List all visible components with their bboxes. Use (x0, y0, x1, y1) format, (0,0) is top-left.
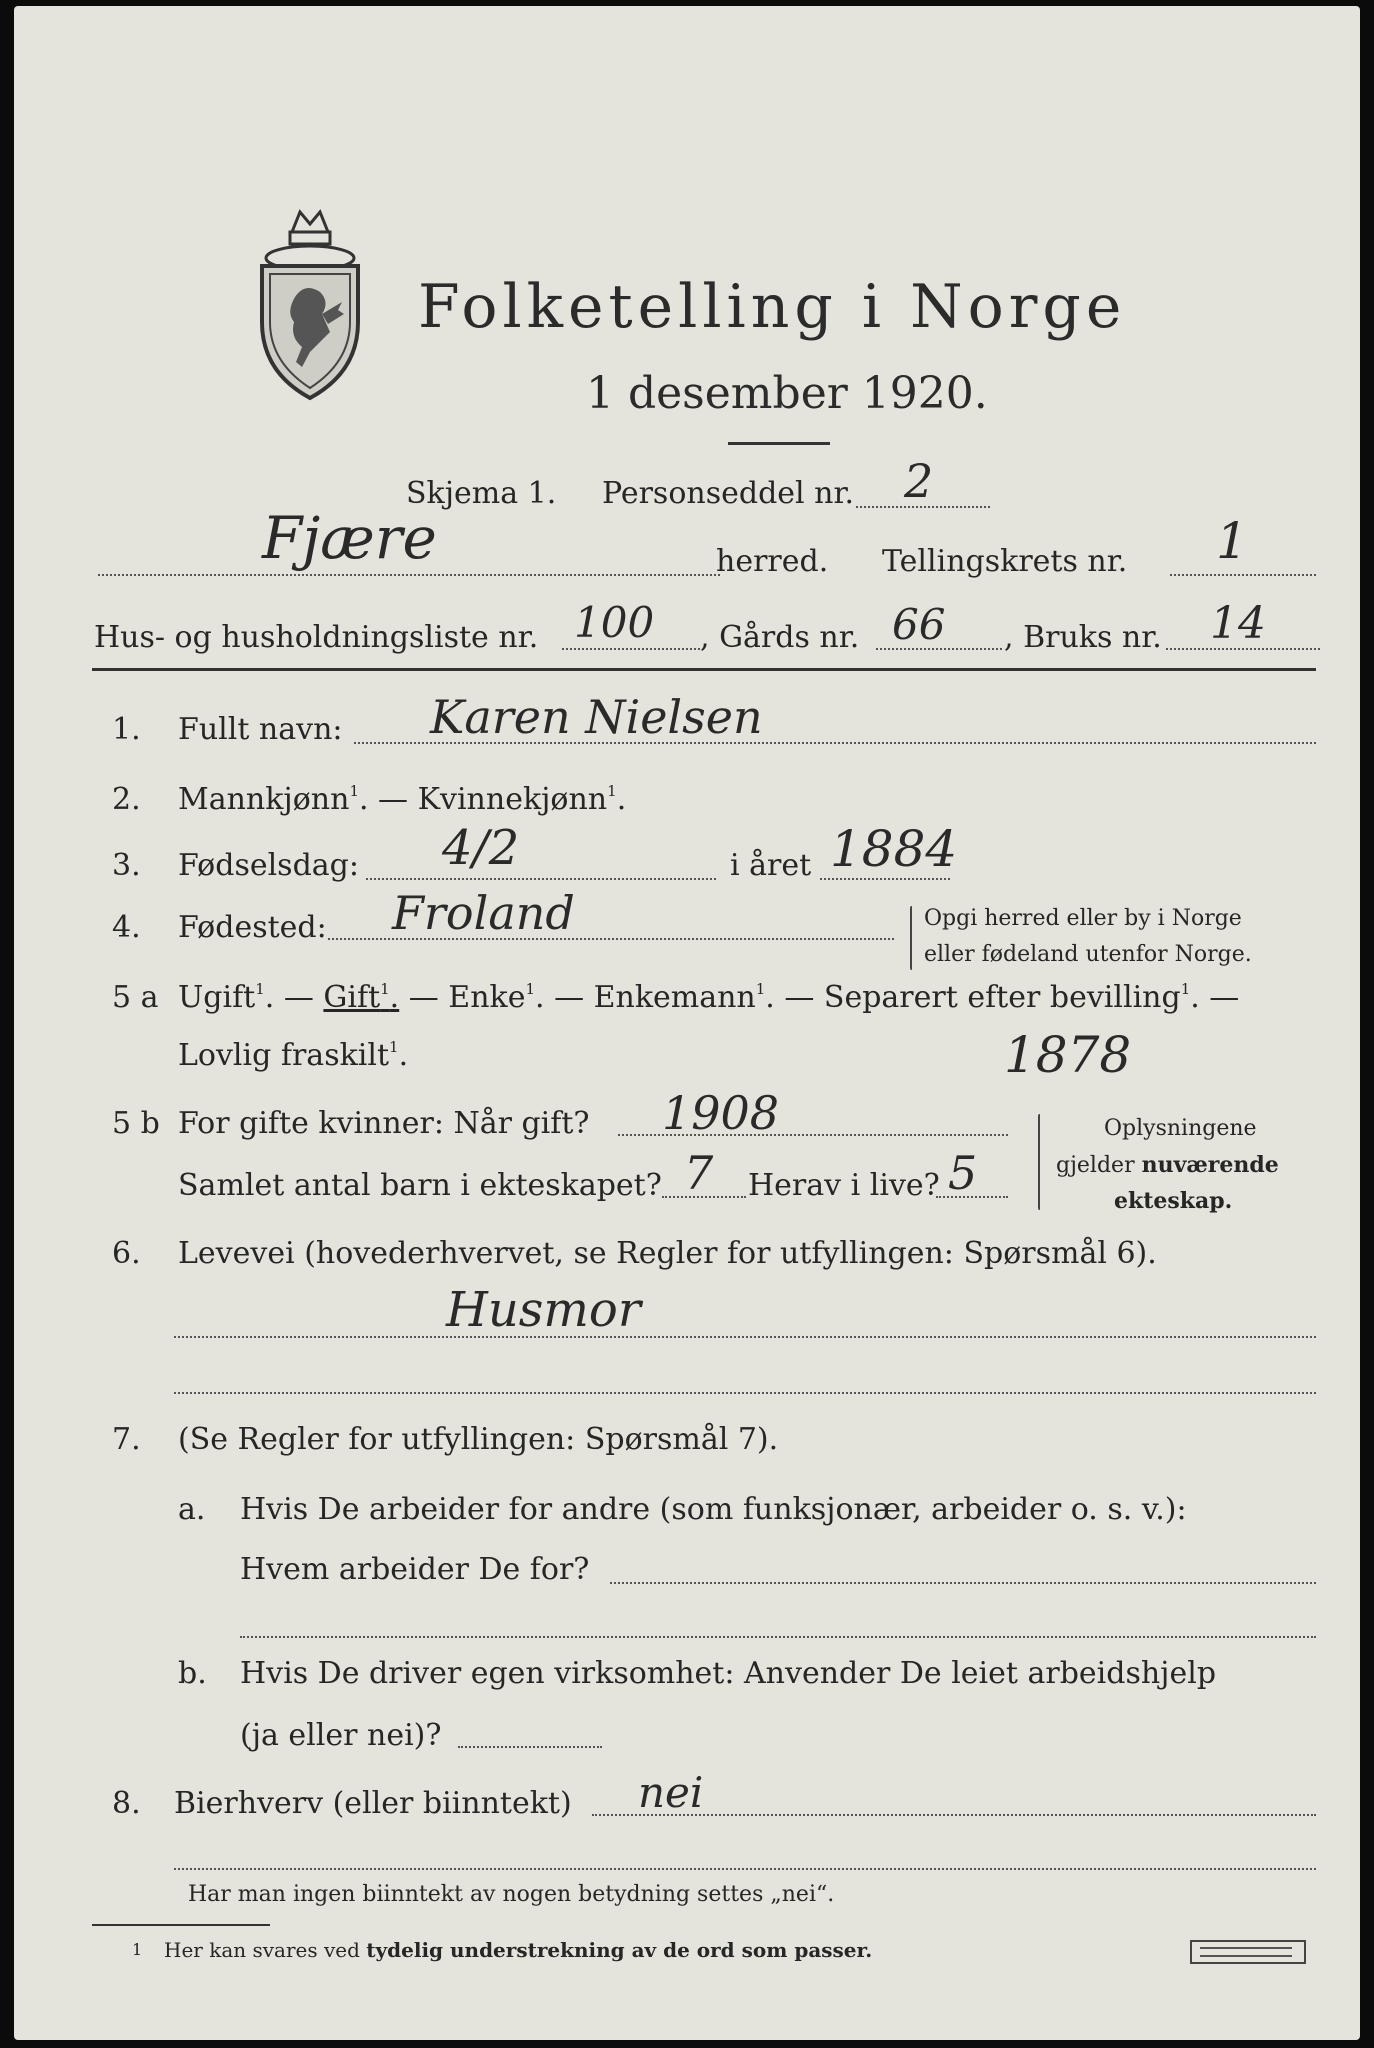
q5b-barn-value: 7 (684, 1146, 714, 1200)
q5a-separert-sup: 1 (1180, 980, 1191, 998)
q5b-note-2a: gjelder (1056, 1153, 1142, 1178)
q7b-text: Hvis De driver egen virksomhet: Anvender De leiet arbeidshjelp (240, 1656, 1217, 1691)
q5b-note-1: Oplysningene (1104, 1116, 1257, 1141)
tellingskrets-line (1170, 574, 1316, 576)
q5b-number: 5 b (112, 1106, 160, 1141)
gards-value: 66 (892, 600, 946, 649)
q2-separator: . — (358, 782, 418, 817)
q7a-question: Hvem arbeider De for? (240, 1552, 590, 1587)
q4-note-2: eller fødeland utenfor Norge. (924, 942, 1252, 967)
q2-options: Mannkjønn$^1$. — Kvinnekjønn$^1$. (178, 782, 627, 817)
q1-label: Fullt navn: (178, 712, 343, 747)
q5a-gift-underlined: Gift$^1$. (323, 980, 400, 1015)
q4-brace (910, 906, 912, 970)
bruks-label: , Bruks nr. (1004, 620, 1162, 655)
q5a-separert: Separert efter bevilling (823, 980, 1181, 1015)
census-form (14, 6, 1360, 2040)
q4-label: Fødested: (178, 910, 327, 945)
q5a-gift-sup: 1 (380, 980, 390, 998)
q7-label: (Se Regler for utfyllingen: Spørsmål 7). (178, 1422, 779, 1457)
footnote-mark: 1 (132, 1940, 143, 1959)
q5a-fraskilt: Lovlig fraskilt (178, 1038, 390, 1073)
q8-value: nei (638, 1768, 704, 1817)
q3-year-value: 1884 (830, 820, 958, 878)
q6-label: Levevei (hovederhvervet, se Regler for utfyllingen: Spørsmål 6). (178, 1236, 1157, 1271)
form-title: Folketelling i Norge (418, 272, 1127, 342)
q8-number: 8. (112, 1786, 141, 1821)
q1-number: 1. (112, 712, 141, 747)
herred-label: herred. (716, 544, 829, 579)
printer-stamp (1190, 1940, 1306, 1964)
q6-value: Husmor (446, 1282, 641, 1338)
q2-female: Kvinnekjønn (417, 782, 608, 817)
q5a-gift: Gift (323, 980, 381, 1015)
footnote-text-1: Her kan svares ved (164, 1938, 367, 1962)
title-divider (728, 442, 830, 445)
q5a-fraskilt-row: Lovlig fraskilt$^1$. (178, 1038, 409, 1073)
footnote-text (164, 1938, 872, 1962)
q5a-fraskilt-sup: 1 (389, 1038, 399, 1056)
q5a-enkemann-sup: 1 (755, 980, 766, 998)
q4-value: Froland (392, 886, 575, 940)
q3-label: Fødselsdag: (178, 848, 359, 883)
q5b-brace (1038, 1114, 1040, 1210)
q5b-barn-label: Samlet antal barn i ekteskapet? (178, 1168, 662, 1203)
q2-female-sup: 1 (607, 782, 617, 800)
q7b-line (458, 1746, 602, 1748)
husliste-value: 100 (574, 598, 655, 647)
census-date: 1 desember 1920. (586, 368, 988, 419)
footnote-divider (92, 1924, 270, 1926)
herred-value: Fjære (262, 504, 437, 572)
personseddel-value: 2 (904, 454, 934, 508)
q8-label: Bierhverv (eller biinntekt) (174, 1786, 572, 1821)
q6-line-2 (174, 1392, 1316, 1394)
tellingskrets-label: Tellingskrets nr. (882, 544, 1128, 579)
q5a-annotation: 1878 (1004, 1026, 1132, 1084)
q5b-live-value: 5 (948, 1146, 978, 1200)
q5a-enkemann: Enkemann (593, 980, 756, 1015)
q7b-letter: b. (178, 1656, 207, 1691)
header-divider (92, 668, 1316, 671)
q8-line-2 (174, 1868, 1316, 1870)
q7b-question: (ja eller nei)? (240, 1718, 442, 1753)
tellingskrets-value: 1 (1216, 512, 1248, 570)
q5b-note-2 (1056, 1152, 1279, 1178)
q3-line (366, 878, 716, 880)
q5a-ugift-sup: 1 (255, 980, 265, 998)
q1-value: Karen Nielsen (430, 690, 763, 744)
q7-number: 7. (112, 1422, 141, 1457)
q4-number: 4. (112, 910, 141, 945)
q7a-text: Hvis De arbeider for andre (som funksjonær, arbeider o. s. v.): (240, 1492, 1187, 1527)
q5a-enke: Enke (448, 980, 526, 1015)
herred-line (98, 574, 720, 576)
q5a-number: 5 a (112, 980, 159, 1015)
q5a-ugift: Ugift (178, 980, 256, 1015)
q2-male-sup: 1 (349, 782, 359, 800)
q5b-label: For gifte kvinner: Når gift? (178, 1106, 590, 1141)
q5b-value: 1908 (662, 1086, 780, 1140)
coat-of-arms-icon (250, 202, 370, 402)
q8-note: Har man ingen biinntekt av nogen betydning settes „nei“. (188, 1882, 835, 1907)
q6-number: 6. (112, 1236, 141, 1271)
skjema-label: Skjema 1. (406, 476, 557, 511)
q5a-options: Ugift$^1$. — Gift$^1$. — Enke$^1$. — Enkemann$^1$. — Separert efter bevilling$^1$. — (178, 980, 1240, 1015)
q7a-line-1 (610, 1582, 1316, 1584)
q3-number: 3. (112, 848, 141, 883)
husliste-line (562, 648, 700, 650)
q3-year-label: i året (730, 848, 812, 883)
footnote-text-2: tydelig understrekning av de ord som passer. (366, 1938, 873, 1962)
q5b-note-3: ekteskap. (1114, 1188, 1233, 1214)
q7a-line-2 (240, 1636, 1316, 1638)
q2-male: Mannkjønn (178, 782, 350, 817)
q6-line-1 (174, 1336, 1316, 1338)
q5b-note-2b: nuværende (1141, 1152, 1279, 1178)
q7a-letter: a. (178, 1492, 206, 1527)
q3-year-line (820, 878, 950, 880)
q5b-live-label: Herav i live? (748, 1168, 940, 1203)
q5a-enke-sup: 1 (525, 980, 535, 998)
gards-label: , Gårds nr. (700, 620, 860, 655)
personseddel-label: Personseddel nr. (602, 476, 855, 511)
q4-note-1: Opgi herred eller by i Norge (924, 906, 1242, 931)
bruks-value: 14 (1210, 598, 1266, 649)
q2-number: 2. (112, 782, 141, 817)
husliste-label: Hus- og husholdningsliste nr. (94, 620, 539, 655)
q3-value: 4/2 (442, 820, 520, 876)
